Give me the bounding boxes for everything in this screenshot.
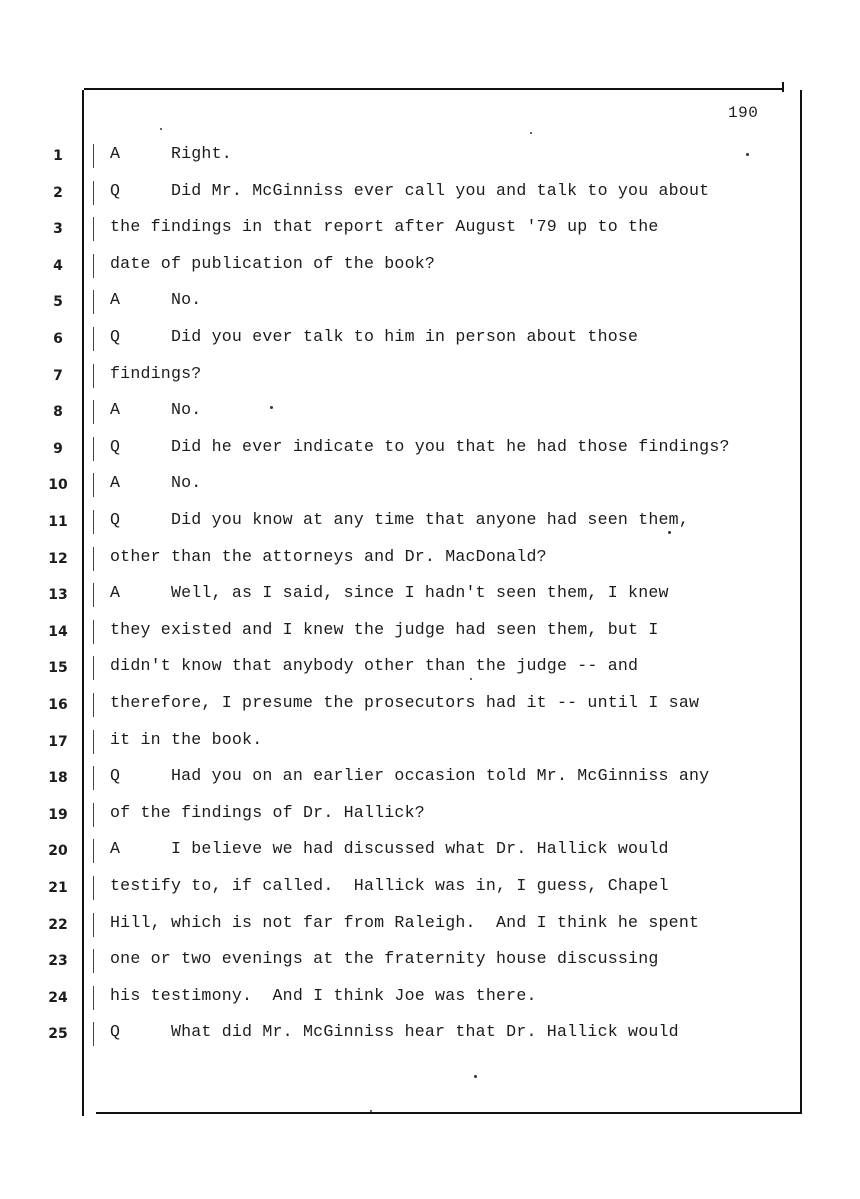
page-border-top [84, 88, 784, 90]
margin-rule [93, 327, 94, 351]
margin-rule [93, 364, 94, 388]
line-number: 3 [53, 221, 63, 238]
line-text: they existed and I knew the judge had seen them, but I [110, 619, 659, 639]
line-text: of the findings of Dr. Hallick? [110, 802, 425, 822]
margin-rule [93, 693, 94, 717]
margin-rule [93, 144, 94, 168]
margin-rule [93, 181, 94, 205]
line-text: A Well, as I said, since I hadn't seen them, I knew [110, 583, 669, 603]
line-number: 6 [53, 331, 63, 347]
line-number: 10 [48, 477, 68, 494]
scan-speck [270, 406, 273, 409]
line-text: Hill, which is not far from Raleigh. And I think he spent [110, 912, 700, 932]
scan-speck [746, 153, 749, 156]
line-number: 13 [48, 587, 68, 604]
line-number: 2 [53, 184, 63, 201]
transcript-line [0, 949, 800, 973]
scan-speck [370, 1110, 372, 1112]
margin-rule [93, 986, 94, 1010]
line-number: 5 [53, 294, 63, 311]
margin-rule [93, 547, 94, 571]
page-number: 190 [728, 104, 759, 122]
transcript-line [0, 803, 800, 827]
margin-rule [93, 254, 94, 278]
transcript-line [0, 217, 800, 241]
line-number: 11 [48, 514, 68, 530]
margin-rule [93, 656, 94, 680]
line-text: didn't know that anybody other than the judge -- and [110, 656, 639, 676]
line-text: it in the book. [110, 729, 263, 749]
scan-speck [474, 1075, 477, 1078]
transcript-line [0, 693, 800, 717]
page-border-corner [782, 82, 784, 92]
margin-rule [93, 913, 94, 937]
transcript-line [0, 730, 800, 754]
transcript-line [0, 290, 800, 314]
line-text: Q Did you ever talk to him in person about those [110, 327, 639, 346]
line-text: A I believe we had discussed what Dr. Hallick would [110, 839, 669, 859]
margin-rule [93, 839, 94, 863]
line-number: 15 [48, 660, 68, 677]
transcript-line [0, 437, 800, 461]
transcript-line [0, 327, 800, 351]
line-text: testify to, if called. Hallick was in, I guess, Chapel [110, 876, 669, 895]
line-text: findings? [110, 363, 202, 383]
margin-rule [93, 583, 94, 607]
margin-rule [93, 949, 94, 973]
transcript-line [0, 656, 800, 680]
line-number: 18 [48, 770, 68, 787]
scan-speck [530, 132, 532, 134]
margin-rule [93, 510, 94, 534]
transcript-line [0, 510, 800, 534]
transcript-line [0, 400, 800, 424]
line-text: the findings in that report after August '79 up to the [110, 217, 659, 237]
scan-speck [160, 128, 162, 130]
margin-rule [93, 766, 94, 790]
margin-rule [93, 876, 94, 900]
line-number: 9 [53, 440, 63, 457]
transcript-line [0, 181, 800, 205]
transcript-line [0, 144, 800, 168]
line-text: his testimony. And I think Joe was there. [110, 985, 537, 1005]
line-number: 7 [53, 367, 63, 384]
transcript-line [0, 913, 800, 937]
line-text: Q Did he ever indicate to you that he had those findings? [110, 436, 730, 456]
line-text: Q Did you know at any time that anyone had seen them, [110, 510, 689, 529]
line-number: 23 [48, 953, 68, 970]
line-number: 4 [53, 257, 63, 274]
line-number: 22 [48, 916, 68, 933]
transcript-line [0, 583, 800, 607]
transcript-line [0, 620, 800, 644]
transcript-line [0, 766, 800, 790]
line-number: 21 [48, 880, 68, 896]
line-text: A No. [110, 290, 202, 310]
line-text: Q Did Mr. McGinniss ever call you and talk to you about [110, 180, 710, 200]
page-border-bottom [96, 1112, 802, 1114]
transcript-line [0, 547, 800, 571]
line-number: 25 [48, 1026, 68, 1043]
line-text: Q Had you on an earlier occasion told Mr. McGinniss any [110, 766, 710, 786]
transcript-line [0, 1022, 800, 1046]
line-number: 16 [48, 697, 68, 713]
margin-rule [93, 400, 94, 424]
margin-rule [93, 437, 94, 461]
transcript-line [0, 986, 800, 1010]
page-border-right [800, 90, 802, 1114]
line-text: Q What did Mr. McGinniss hear that Dr. Hallick would [110, 1022, 679, 1042]
line-number: 8 [53, 404, 63, 421]
transcript-line [0, 364, 800, 388]
line-text: therefore, I presume the prosecutors had it -- until I saw [110, 693, 700, 712]
margin-rule [93, 290, 94, 314]
line-number: 20 [48, 843, 68, 860]
line-text: A No. [110, 473, 202, 493]
margin-rule [93, 1022, 94, 1046]
scan-speck [668, 531, 671, 534]
margin-rule [93, 217, 94, 241]
line-text: A Right. [110, 144, 232, 163]
line-text: date of publication of the book? [110, 253, 436, 273]
line-text: one or two evenings at the fraternity house discussing [110, 949, 659, 969]
transcript-line [0, 254, 800, 278]
line-number: 14 [48, 623, 68, 640]
transcript-line [0, 839, 800, 863]
transcript-line [0, 473, 800, 497]
line-text: A No. [110, 400, 202, 420]
margin-rule [93, 473, 94, 497]
line-text: other than the attorneys and Dr. MacDonald? [110, 546, 547, 566]
margin-rule [93, 620, 94, 644]
margin-rule [93, 730, 94, 754]
line-number: 12 [48, 550, 68, 567]
line-number: 17 [48, 733, 68, 750]
line-number: 19 [48, 806, 68, 823]
scan-speck [470, 678, 472, 680]
transcript-line [0, 876, 800, 900]
line-number: 24 [48, 989, 68, 1006]
margin-rule [93, 803, 94, 827]
line-number: 1 [53, 148, 63, 164]
